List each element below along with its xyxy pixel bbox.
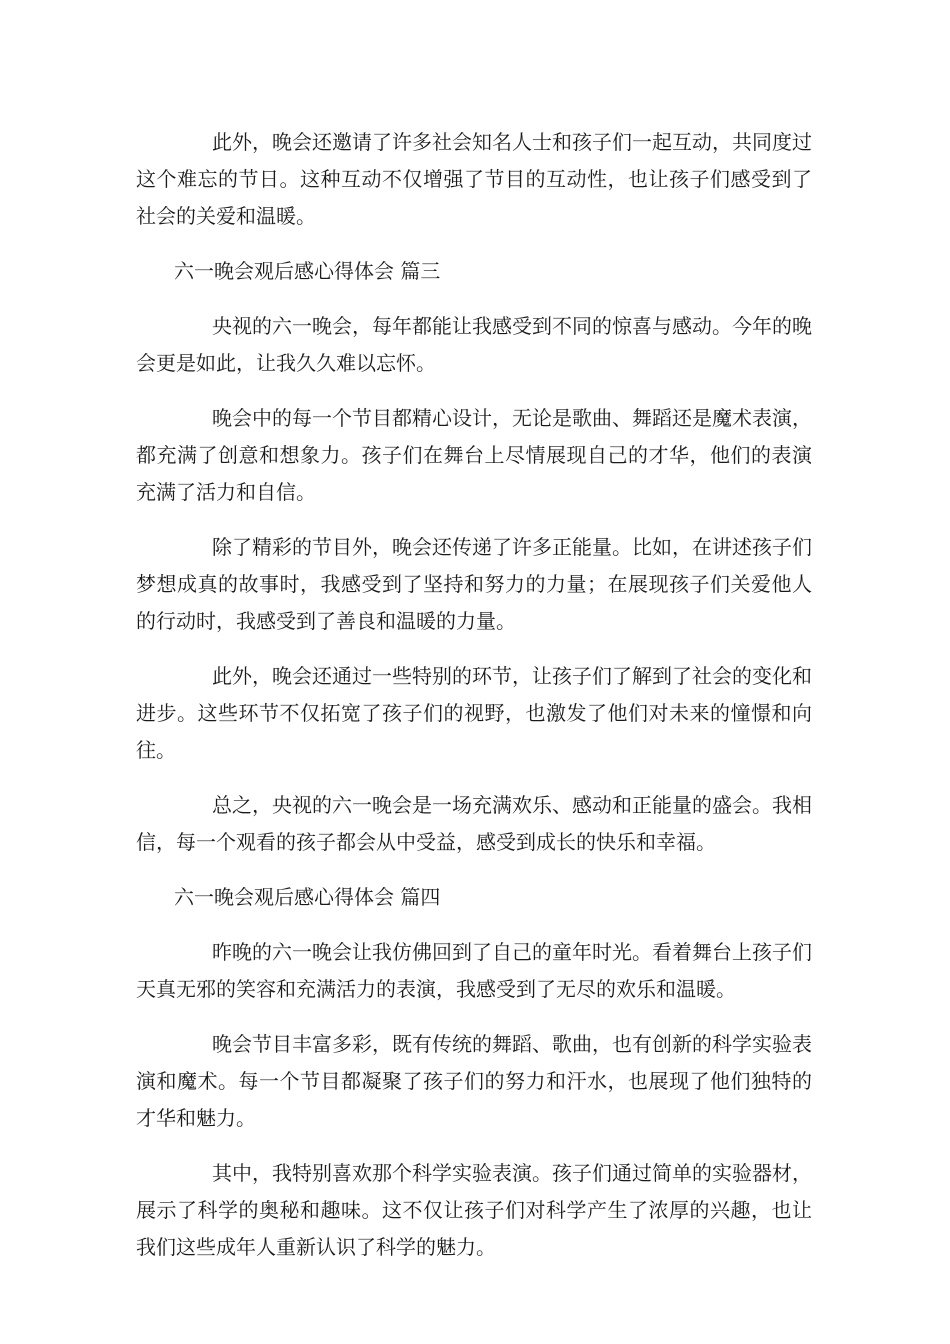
paragraph: 昨晚的六一晚会让我仿佛回到了自己的童年时光。看着舞台上孩子们天真无邪的笑容和充满活力的表演，我感受到了无尽的欢乐和温暖。	[136, 940, 812, 1001]
paragraph: 晚会节目丰富多彩，既有传统的舞蹈、歌曲，也有创新的科学实验表演和魔术。每一个节目都凝聚了孩子们的努力和汗水，也展现了他们独特的才华和魅力。	[136, 1032, 812, 1130]
paragraph: 央视的六一晚会，每年都能让我感受到不同的惊喜与感动。今年的晚会更是如此，让我久久难以忘怀。	[136, 314, 812, 375]
paragraph: 晚会中的每一个节目都精心设计，无论是歌曲、舞蹈还是魔术表演，都充满了创意和想象力。孩子们在舞台上尽情展现自己的才华，他们的表演充满了活力和自信。	[136, 406, 812, 504]
paragraph: 此外，晚会还通过一些特别的环节，让孩子们了解到了社会的变化和进步。这些环节不仅拓宽了孩子们的视野，也激发了他们对未来的憧憬和向往。	[136, 664, 812, 762]
paragraph: 总之，央视的六一晚会是一场充满欢乐、感动和正能量的盛会。我相信，每一个观看的孩子都会从中受益，感受到成长的快乐和幸福。	[136, 793, 812, 854]
paragraph: 除了精彩的节目外，晚会还传递了许多正能量。比如，在讲述孩子们梦想成真的故事时，我感受到了坚持和努力的力量；在展现孩子们关爱他人的行动时，我感受到了善良和温暖的力量。	[136, 535, 812, 633]
section-heading-4: 六一晚会观后感心得体会 篇四	[174, 885, 441, 909]
document-body	[136, 124, 812, 1284]
paragraph: 其中，我特别喜欢那个科学实验表演。孩子们通过简单的实验器材，展示了科学的奥秘和趣味。这不仅让孩子们对科学产生了浓厚的兴趣，也让我们这些成年人重新认识了科学的魅力。	[136, 1161, 812, 1259]
section-heading-3: 六一晚会观后感心得体会 篇三	[174, 259, 441, 283]
paragraph: 此外，晚会还邀请了许多社会知名人士和孩子们一起互动，共同度过这个难忘的节日。这种互动不仅增强了节目的互动性，也让孩子们感受到了社会的关爱和温暖。	[136, 130, 812, 228]
